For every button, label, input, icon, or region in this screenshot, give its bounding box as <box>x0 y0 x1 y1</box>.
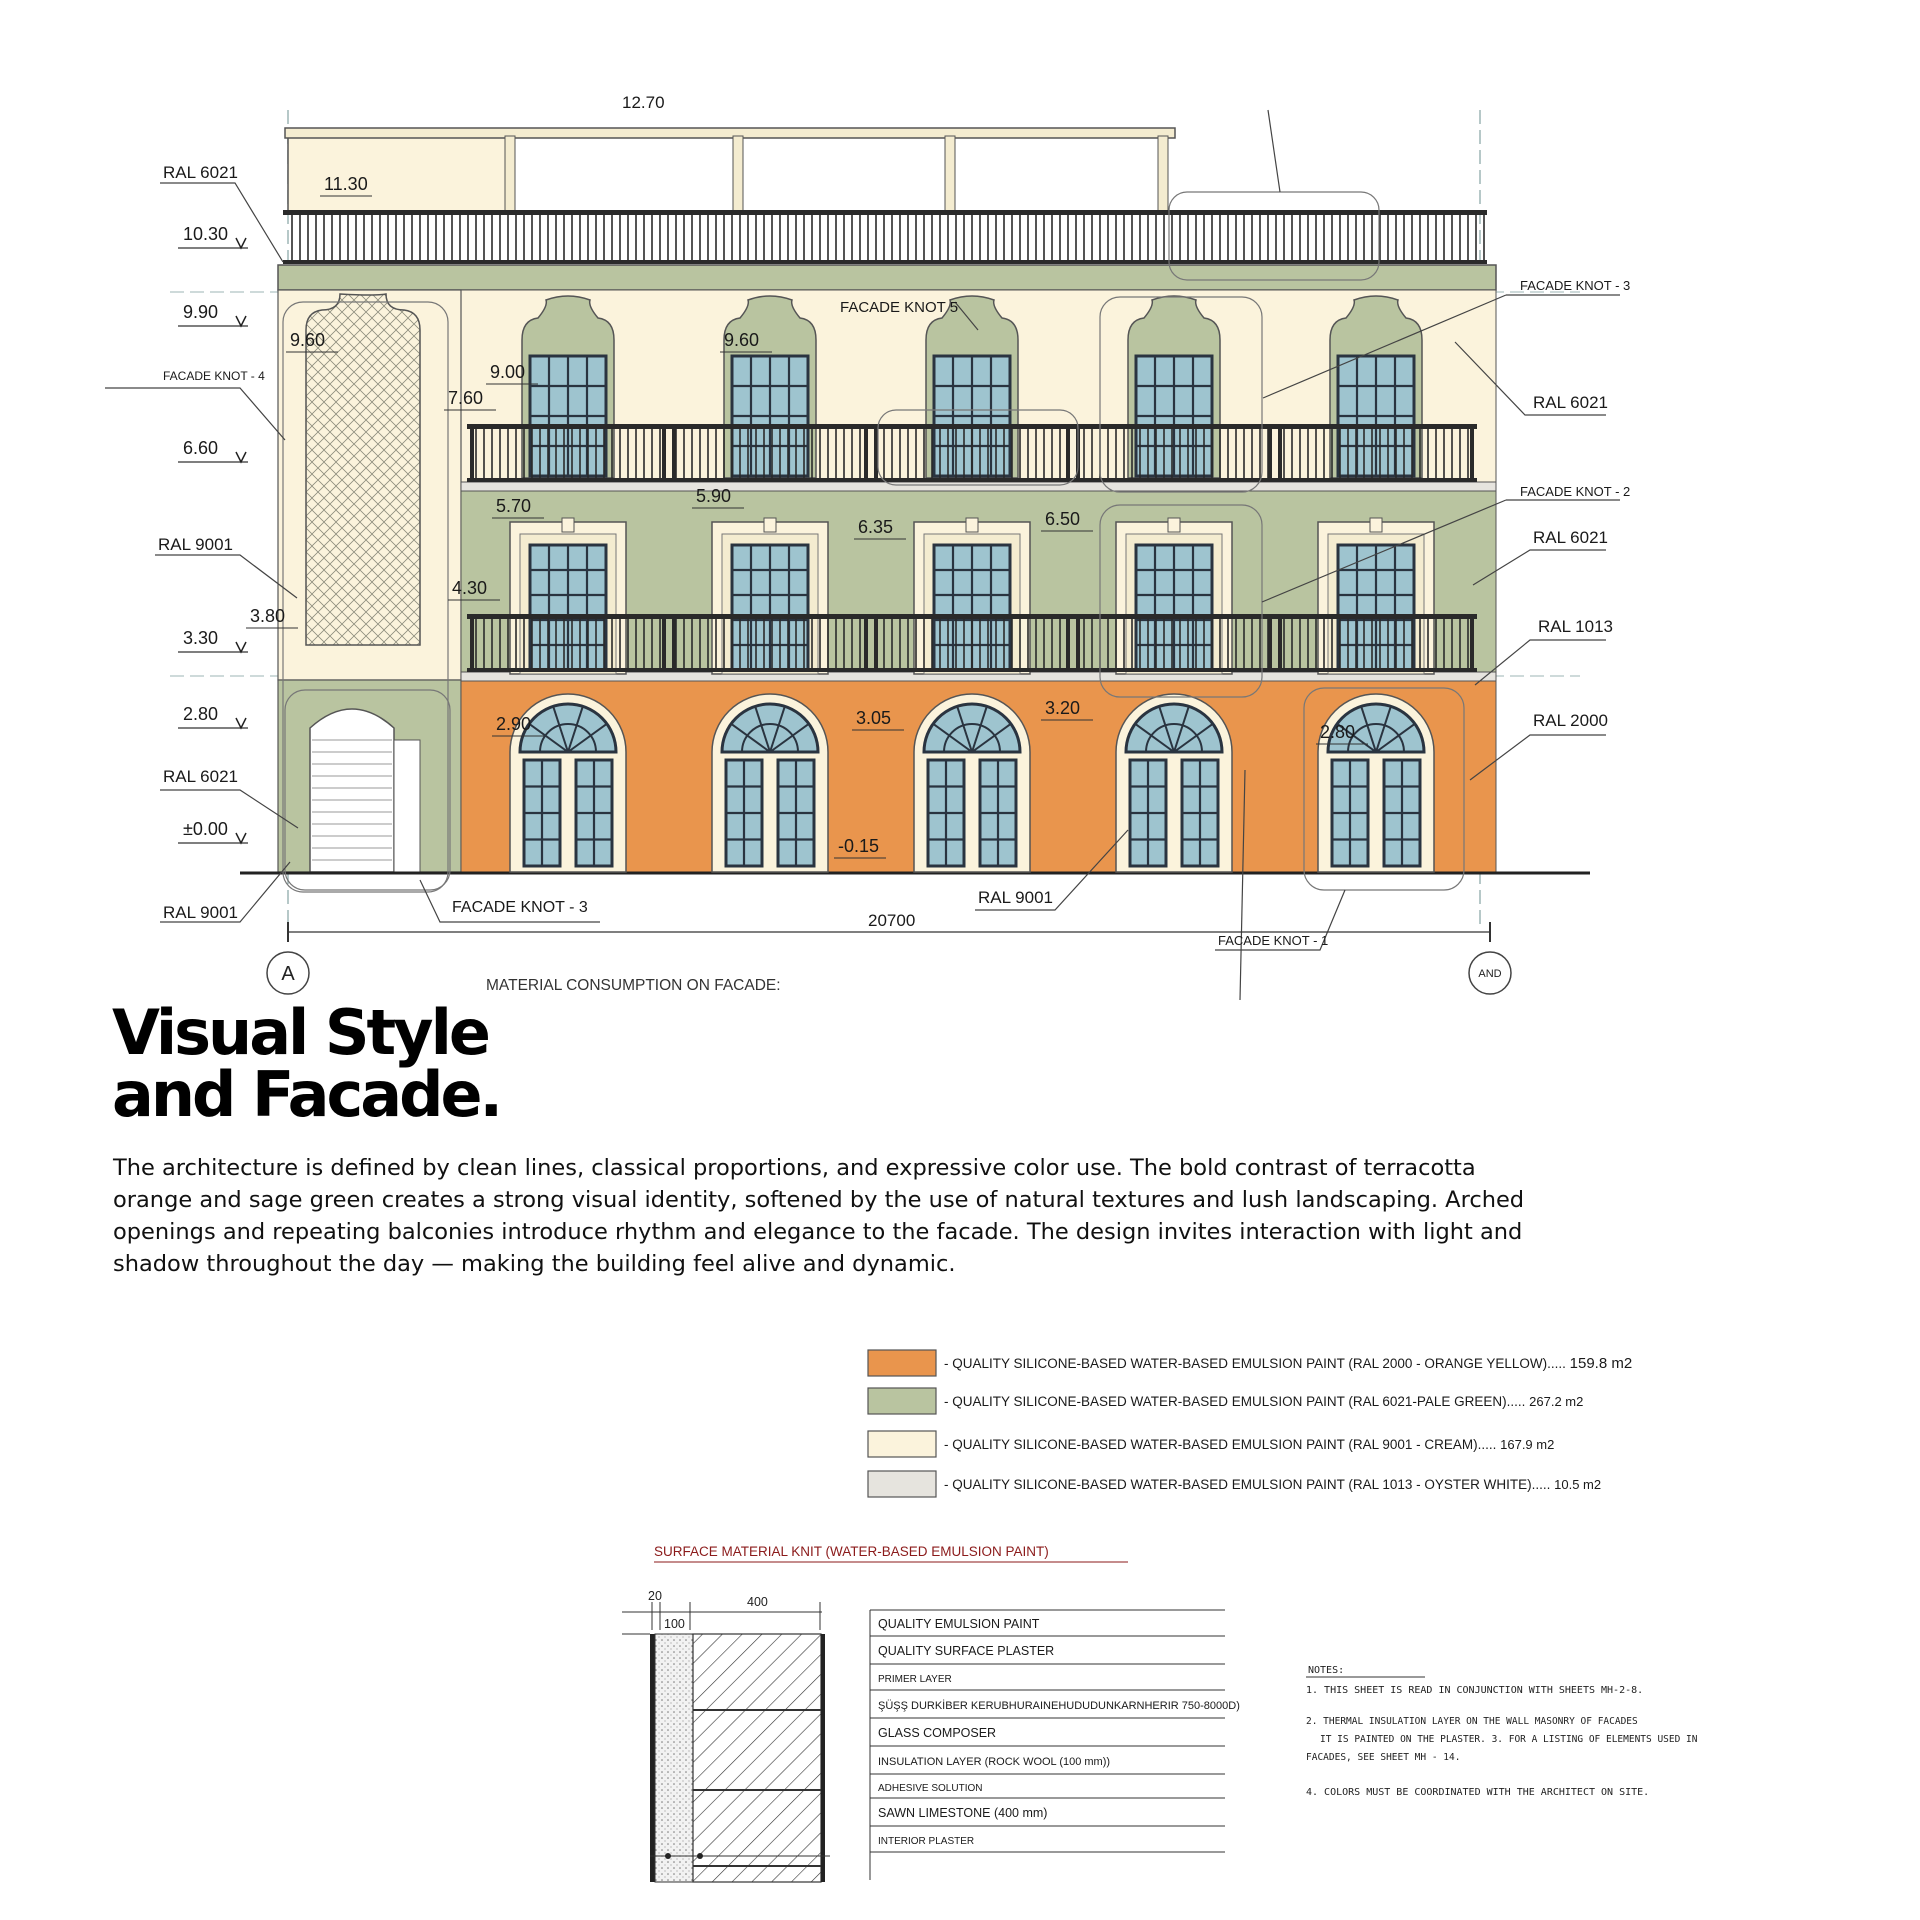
inline-level-mark: 3.20 <box>1045 698 1081 718</box>
layer-label: ŞÜŞŞ DURKİBER KERUBHURAINEHUDUDUNKARNHERIR 750-8000D) <box>878 1700 1240 1712</box>
notes-title: NOTES: <box>1308 1665 1345 1676</box>
inline-level-mark: 2.90 <box>496 714 532 734</box>
arched-window <box>1116 694 1232 872</box>
level-label: ±0.00 <box>183 819 228 839</box>
heading-line-2: and Facade. <box>112 1058 501 1131</box>
callout-facade-knot-1: FACADE KNOT - 1 <box>1218 933 1329 948</box>
note-4: 4. COLORS MUST BE COORDINATED WITH THE ARCHITECT ON SITE. <box>1306 1787 1650 1798</box>
layer-label: ADHESIVE SOLUTION <box>878 1783 983 1794</box>
callout-ral-9001-left: RAL 9001 <box>158 535 233 554</box>
callout-ral-6021-right: RAL 6021 <box>1533 528 1608 547</box>
legend-text: - QUALITY SILICONE-BASED WATER-BASED EMULSION PAINT (RAL 9001 - CREAM)..... 167.9 m2 <box>944 1437 1555 1452</box>
inline-level-mark: 3.05 <box>856 708 892 728</box>
level-label: 10.30 <box>183 224 229 244</box>
legend-row <box>868 1431 1554 1457</box>
callout-top-clipped: 12.70 <box>622 93 665 112</box>
legend-row <box>868 1350 1632 1376</box>
layer-label: INSULATION LAYER (ROCK WOOL (100 mm)) <box>878 1756 1111 1768</box>
level-label: 6.60 <box>183 438 219 458</box>
wall-section-detail <box>622 1544 1240 1882</box>
axis-label-right: AND <box>1478 968 1502 980</box>
inline-level-mark: 6.50 <box>1045 509 1081 529</box>
sheet-notes <box>1306 1665 1698 1798</box>
layer-label: PRIMER LAYER <box>878 1674 952 1685</box>
legend-qty: 10.5 m2 <box>1554 1477 1602 1492</box>
level-label: 9.90 <box>183 302 219 322</box>
inline-level-mark: 9.60 <box>290 330 326 350</box>
level-scale <box>178 224 248 843</box>
facade-elevation <box>105 93 1630 1000</box>
inline-level-mark: -0.15 <box>838 836 880 856</box>
inline-level-mark: 3.80 <box>250 606 286 626</box>
callout-ral-9001-bottom: RAL 9001 <box>978 888 1053 907</box>
middle-floor-windows <box>467 518 1477 674</box>
inline-level-mark: 5.90 <box>696 486 732 506</box>
arched-window <box>914 694 1030 872</box>
callout-ral-6021-lower-left: RAL 6021 <box>163 767 238 786</box>
dim-20: 20 <box>648 1589 662 1603</box>
callout-facade-knot-3-right: FACADE KNOT - 3 <box>1520 278 1631 293</box>
inline-level-mark: 2.80 <box>1320 722 1356 742</box>
legend-swatch <box>868 1350 936 1376</box>
dim-100: 100 <box>664 1617 685 1631</box>
material-consumption-caption: MATERIAL CONSUMPTION ON FACADE: <box>486 977 781 994</box>
callout-ral-9001-bottom-left: RAL 9001 <box>163 903 238 922</box>
note-2a: 2. THERMAL INSULATION LAYER ON THE WALL MASONRY OF FACADES <box>1306 1716 1638 1727</box>
legend-qty: 159.8 m2 <box>1569 1355 1633 1372</box>
layer-label: QUALITY EMULSION PAINT <box>878 1617 1040 1631</box>
legend-qty: 267.2 m2 <box>1529 1394 1584 1409</box>
inline-level-mark: 6.35 <box>858 517 894 537</box>
legend-text: - QUALITY SILICONE-BASED WATER-BASED EMULSION PAINT (RAL 6021-PALE GREEN)..... 267.2 m2 <box>944 1394 1584 1409</box>
inline-level-mark: 9.00 <box>490 362 526 382</box>
inline-level-mark: 11.30 <box>324 174 368 194</box>
inline-level-mark: 5.70 <box>496 496 532 516</box>
layer-label: INTERIOR PLASTER <box>878 1836 975 1847</box>
callout-facade-knot-3-bottom: FACADE KNOT - 3 <box>452 899 588 916</box>
dimension-total: 20700 <box>868 911 916 930</box>
callout-ral-1013: RAL 1013 <box>1538 617 1613 636</box>
dim-400: 400 <box>747 1595 768 1609</box>
heading-line-1: Visual Style <box>112 996 488 1069</box>
legend-swatch <box>868 1431 936 1457</box>
inline-level-mark: 9.60 <box>724 330 760 350</box>
legend-row <box>868 1388 1583 1414</box>
layer-label: SAWN LIMESTONE (400 mm) <box>878 1806 1048 1820</box>
legend-qty: 167.9 m2 <box>1500 1437 1555 1452</box>
callout-ral-6021-top: RAL 6021 <box>163 163 238 182</box>
legend-row <box>868 1471 1601 1497</box>
layer-table <box>870 1610 1240 1852</box>
note-2c: FACADES, SEE SHEET MH - 14. <box>1306 1752 1461 1763</box>
arched-window <box>712 694 828 872</box>
note-1: 1. THIS SHEET IS READ IN CONJUNCTION WITH SHEETS MH-2-8. <box>1306 1685 1644 1696</box>
layer-label: QUALITY SURFACE PLASTER <box>878 1644 1055 1658</box>
section-title: SURFACE MATERIAL KNIT (WATER-BASED EMULSION PAINT) <box>654 1544 1049 1559</box>
page-heading <box>112 996 501 1131</box>
axis-label-left: A <box>281 963 295 985</box>
inline-level-mark: 4.30 <box>452 578 488 598</box>
callout-facade-knot-2: FACADE KNOT - 2 <box>1520 484 1631 499</box>
callout-facade-knot-4: FACADE KNOT - 4 <box>163 369 265 383</box>
inline-level-mark: 7.60 <box>448 388 484 408</box>
legend-text: - QUALITY SILICONE-BASED WATER-BASED EMULSION PAINT (RAL 1013 - OYSTER WHITE)..... 10.5 m2 <box>944 1477 1602 1492</box>
callout-facade-knot-5: FACADE KNOT 5 <box>840 299 959 316</box>
legend-text: - QUALITY SILICONE-BASED WATER-BASED EMULSION PAINT (RAL 2000 - ORANGE YELLOW)..... 159.8 m2 <box>944 1355 1633 1372</box>
level-label: 2.80 <box>183 704 219 724</box>
callout-ral-2000: RAL 2000 <box>1533 711 1608 730</box>
layer-label: GLASS COMPOSER <box>878 1726 997 1740</box>
legend-swatch <box>868 1388 936 1414</box>
level-label: 3.30 <box>183 628 219 648</box>
legend-swatch <box>868 1471 936 1497</box>
paint-legend <box>868 1350 1632 1497</box>
arched-window <box>1318 694 1434 872</box>
note-2b: IT IS PAINTED ON THE PLASTER. 3. FOR A LISTING OF ELEMENTS USED IN <box>1320 1734 1698 1745</box>
intro-paragraph: The architecture is defined by clean lines, classical proportions, and expressive color use. The bold contrast of terracotta orange and sage green creates a strong visual identity, softened by the use of natural textures and lush landscaping. Arched openings and repeating balconies introduce rhythm and elegance to the facade. The design invites interaction with light and shadow throughout the day — making the building feel alive and dynamic. <box>113 1155 1525 1277</box>
callout-ral-6021-right-top: RAL 6021 <box>1533 393 1608 412</box>
